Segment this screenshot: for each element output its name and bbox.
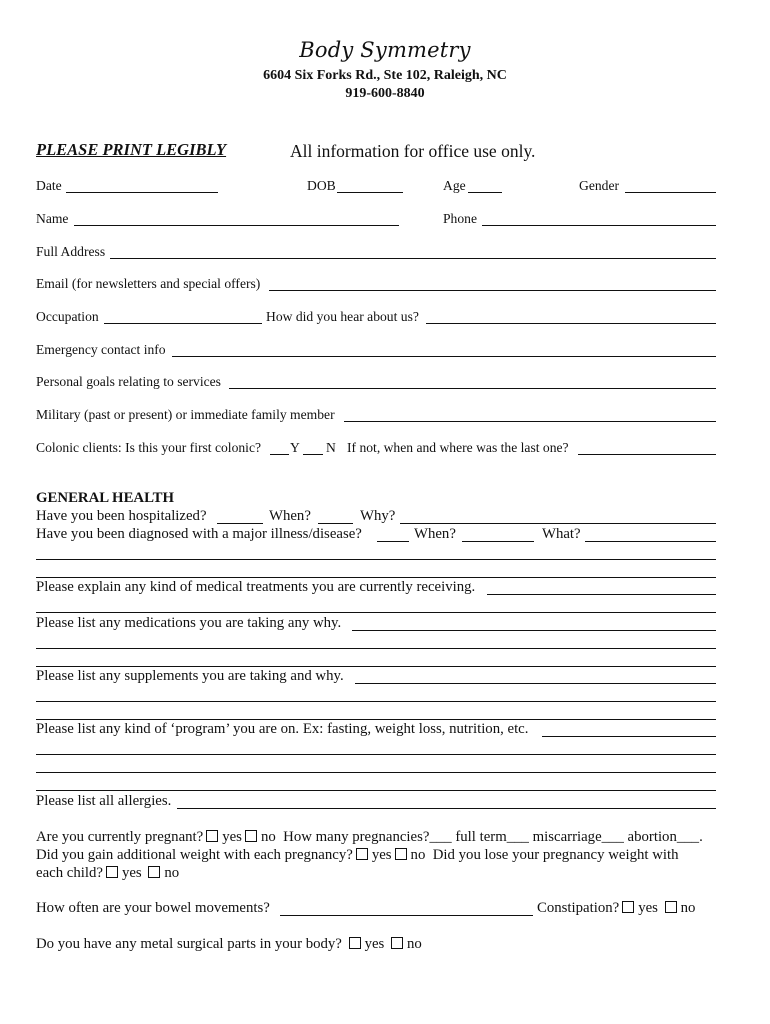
email-label: Email (for newsletters and special offers) xyxy=(36,276,261,291)
colonic-no-field[interactable] xyxy=(303,454,323,455)
medications-line-3[interactable] xyxy=(36,666,716,667)
colonic-question: Colonic clients: Is this your first colonic? xyxy=(36,440,262,455)
hospitalized-why-label: Why? xyxy=(360,508,396,524)
allergies-field[interactable] xyxy=(177,808,716,809)
supplements-field[interactable] xyxy=(355,683,716,684)
full-term-field[interactable]: ___ xyxy=(506,829,529,845)
colonic-last-field[interactable] xyxy=(578,454,716,455)
bowel-field[interactable] xyxy=(280,915,533,916)
constipation-yes-checkbox[interactable] xyxy=(622,901,634,913)
gender-label: Gender xyxy=(579,178,620,193)
program-line-2[interactable] xyxy=(36,754,716,755)
illness-line-1[interactable] xyxy=(36,559,716,560)
personal-goals-field[interactable] xyxy=(229,388,716,389)
medications-label: Please list any medications you are taking any why. xyxy=(36,615,342,631)
occupation-field[interactable] xyxy=(104,323,262,324)
phone-label: Phone xyxy=(443,211,477,226)
lose-no-checkbox[interactable] xyxy=(148,866,160,878)
program-line-4[interactable] xyxy=(36,790,716,791)
constipation-label: Constipation? xyxy=(537,900,620,916)
gain-no-checkbox[interactable] xyxy=(395,848,407,860)
illness-line-2[interactable] xyxy=(36,577,716,578)
pregnancies-label: How many pregnancies? xyxy=(283,829,430,845)
date-label: Date xyxy=(36,178,62,193)
occupation-label: Occupation xyxy=(36,309,99,324)
hear-about-label: How did you hear about us? xyxy=(266,309,419,324)
each-child-row xyxy=(36,865,179,882)
dob-label: DOB xyxy=(307,178,336,193)
colonic-yes-label: Y xyxy=(290,440,300,455)
emergency-contact-field[interactable] xyxy=(172,356,716,357)
diagnosed-label: Have you been diagnosed with a major illness/disease? xyxy=(36,526,362,542)
name-field[interactable] xyxy=(74,225,399,226)
print-legibly-notice: PLEASE PRINT LEGIBLY xyxy=(36,140,227,159)
miscarriage-label: miscarriage xyxy=(532,829,602,845)
each-child-label: each child? xyxy=(36,865,103,881)
diagnosed-when-field[interactable] xyxy=(462,541,534,542)
hear-about-field[interactable] xyxy=(426,323,716,324)
metal-no-checkbox[interactable] xyxy=(391,937,403,949)
metal-no-label: no xyxy=(407,936,422,952)
age-label: Age xyxy=(443,178,466,193)
personal-goals-label: Personal goals relating to services xyxy=(36,374,221,389)
diagnosed-when-label: When? xyxy=(414,526,456,542)
pregnant-no-checkbox[interactable] xyxy=(245,830,257,842)
abortion-field[interactable]: ___ xyxy=(676,829,700,845)
medications-field[interactable] xyxy=(352,630,716,631)
lose-yes-label: yes xyxy=(121,865,142,881)
program-field[interactable] xyxy=(542,736,716,737)
constipation-yes-label: yes xyxy=(638,900,658,916)
hospitalized-when-label: When? xyxy=(269,508,311,524)
supplements-label: Please list any supplements you are taking and why. xyxy=(36,668,344,684)
pregnancies-field[interactable]: ___ xyxy=(429,829,452,845)
military-label: Military (past or present) or immediate family member xyxy=(36,407,335,422)
military-field[interactable] xyxy=(344,421,716,422)
weight-gain-row xyxy=(36,847,679,864)
program-label: Please list any kind of ‘program’ you are on. Ex: fasting, weight loss, nutrition, etc. xyxy=(36,721,529,737)
date-field[interactable] xyxy=(66,192,218,193)
full-term-label: full term xyxy=(455,829,507,845)
pregnant-yes-checkbox[interactable] xyxy=(206,830,218,842)
clinic-phone: 919-600-8840 xyxy=(345,86,425,101)
constipation-row xyxy=(537,900,695,917)
gain-yes-checkbox[interactable] xyxy=(356,848,368,860)
name-label: Name xyxy=(36,211,69,226)
lose-weight-label: Did you lose your pregnancy weight with xyxy=(432,847,679,863)
pregnant-label: Are you currently pregnant? xyxy=(36,829,204,845)
colonic-yes-field[interactable] xyxy=(270,454,289,455)
lose-yes-checkbox[interactable] xyxy=(106,866,118,878)
hospitalized-why-field[interactable] xyxy=(400,523,716,524)
colonic-no-label: N xyxy=(326,440,336,455)
metal-yes-checkbox[interactable] xyxy=(349,937,361,949)
abortion-label: abortion xyxy=(627,829,677,845)
constipation-no-label: no xyxy=(680,900,696,916)
medications-line-2[interactable] xyxy=(36,648,716,649)
age-field[interactable] xyxy=(468,192,502,193)
colonic-last-label: If not, when and where was the last one? xyxy=(347,440,569,455)
metal-yes-label: yes xyxy=(364,936,385,952)
pregnant-no-label: no xyxy=(260,829,276,845)
hospitalized-when-field[interactable] xyxy=(318,523,353,524)
diagnosed-what-label: What? xyxy=(542,526,581,542)
email-field[interactable] xyxy=(269,290,716,291)
allergies-label: Please list all allergies. xyxy=(36,793,172,809)
diagnosed-field[interactable] xyxy=(377,541,409,542)
metal-label: Do you have any metal surgical parts in your body? xyxy=(36,936,342,952)
emergency-contact-label: Emergency contact info xyxy=(36,342,166,357)
metal-row xyxy=(36,936,422,953)
pregnancy-row: Are you currently pregnant? yes no How many pregnancies?___ full term___ miscarriage___ abortion___. xyxy=(36,829,703,845)
miscarriage-field[interactable]: ___ xyxy=(601,829,624,845)
gain-yes-label: yes xyxy=(371,847,392,863)
clinic-name: Body Symmetry xyxy=(299,38,471,62)
program-line-3[interactable] xyxy=(36,772,716,773)
supplements-line-2[interactable] xyxy=(36,701,716,702)
phone-field[interactable] xyxy=(482,225,716,226)
supplements-line-3[interactable] xyxy=(36,719,716,720)
general-health-heading: GENERAL HEALTH xyxy=(36,490,175,506)
diagnosed-what-field[interactable] xyxy=(585,541,716,542)
clinic-address: 6604 Six Forks Rd., Ste 102, Raleigh, NC xyxy=(263,68,507,83)
pregnant-yes-label: yes xyxy=(222,829,242,845)
gender-field[interactable] xyxy=(625,192,716,193)
constipation-no-checkbox[interactable] xyxy=(665,901,677,913)
full-address-label: Full Address xyxy=(36,244,106,259)
office-use-notice: All information for office use only. xyxy=(290,141,536,161)
treatments-line-2[interactable] xyxy=(36,612,716,613)
hospitalized-label: Have you been hospitalized? xyxy=(36,508,207,524)
gain-no-label: no xyxy=(410,847,426,863)
bowel-label: How often are your bowel movements? xyxy=(36,900,270,916)
gain-weight-label: Did you gain additional weight with each pregnancy? xyxy=(36,847,353,863)
treatments-label: Please explain any kind of medical treatments you are currently receiving. xyxy=(36,579,476,595)
full-address-field[interactable] xyxy=(110,258,716,259)
lose-no-label: no xyxy=(164,865,180,881)
dob-field[interactable] xyxy=(337,192,403,193)
treatments-field[interactable] xyxy=(487,594,716,595)
hospitalized-field[interactable] xyxy=(217,523,263,524)
